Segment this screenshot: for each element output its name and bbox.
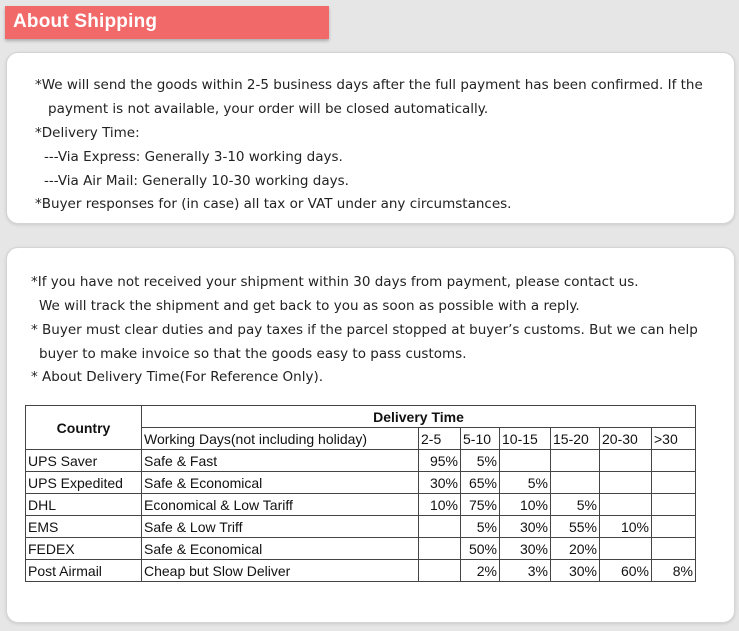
- description-cell: Safe & Economical: [142, 538, 419, 560]
- delivery-time-header: Delivery Time: [142, 406, 696, 428]
- country-cell: UPS Saver: [26, 450, 142, 472]
- value-cell: [652, 472, 696, 494]
- value-cell: [600, 494, 652, 516]
- column-header: 20-30: [600, 428, 652, 450]
- value-cell: 30%: [551, 560, 600, 582]
- value-cell: [419, 560, 461, 582]
- delivery-info-panel: [6, 247, 735, 623]
- info-line: We will track the shipment and get back to you as soon as possible with a reply.: [39, 298, 580, 314]
- value-cell: 30%: [500, 516, 551, 538]
- table-row: [26, 494, 696, 516]
- table-row: [26, 538, 696, 560]
- info-line: * Buyer must clear duties and pay taxes if the parcel stopped at buyer’s customs. But we can help: [31, 322, 698, 338]
- column-header: >30: [652, 428, 696, 450]
- description-cell: Safe & Fast: [142, 450, 419, 472]
- value-cell: 60%: [600, 560, 652, 582]
- info-line: ---Via Air Mail: Generally 10-30 working days.: [44, 173, 349, 189]
- value-cell: [652, 494, 696, 516]
- country-header: Country: [26, 406, 142, 450]
- description-cell: Safe & Economical: [142, 472, 419, 494]
- value-cell: [500, 450, 551, 472]
- value-cell: [652, 538, 696, 560]
- description-cell: Cheap but Slow Deliver: [142, 560, 419, 582]
- value-cell: [551, 450, 600, 472]
- value-cell: 20%: [551, 538, 600, 560]
- value-cell: 75%: [461, 494, 500, 516]
- value-cell: 10%: [419, 494, 461, 516]
- info-line: *We will send the goods within 2-5 business days after the full payment has been confirmed. If the: [35, 77, 703, 93]
- value-cell: 5%: [461, 450, 500, 472]
- value-cell: 55%: [551, 516, 600, 538]
- info-line: buyer to make invoice so that the goods easy to pass customs.: [39, 346, 467, 362]
- table-row: [26, 560, 696, 582]
- value-cell: 10%: [500, 494, 551, 516]
- column-header: 10-15: [500, 428, 551, 450]
- value-cell: 65%: [461, 472, 500, 494]
- value-cell: 2%: [461, 560, 500, 582]
- description-cell: Economical & Low Tariff: [142, 494, 419, 516]
- info-line: ---Via Express: Generally 3-10 working days.: [44, 149, 343, 165]
- info-line: * About Delivery Time(For Reference Only).: [31, 369, 324, 385]
- value-cell: [600, 450, 652, 472]
- table-row: [26, 472, 696, 494]
- column-header: 5-10: [461, 428, 500, 450]
- country-cell: UPS Expedited: [26, 472, 142, 494]
- section-title: About Shipping: [13, 11, 158, 32]
- value-cell: 5%: [551, 494, 600, 516]
- column-header: 15-20: [551, 428, 600, 450]
- value-cell: [652, 516, 696, 538]
- value-cell: 8%: [652, 560, 696, 582]
- delivery-time-table: [25, 405, 696, 582]
- section-header: [5, 6, 329, 39]
- column-header: 2-5: [419, 428, 461, 450]
- country-cell: Post Airmail: [26, 560, 142, 582]
- value-cell: [419, 516, 461, 538]
- table-header-row: [26, 406, 696, 428]
- value-cell: 10%: [600, 516, 652, 538]
- value-cell: 3%: [500, 560, 551, 582]
- info-line: *If you have not received your shipment within 30 days from payment, please contact us.: [31, 274, 639, 290]
- info-line: *Delivery Time:: [35, 125, 140, 141]
- country-cell: FEDEX: [26, 538, 142, 560]
- value-cell: 30%: [419, 472, 461, 494]
- value-cell: [600, 472, 652, 494]
- table-row: [26, 516, 696, 538]
- table-row: [26, 450, 696, 472]
- value-cell: [652, 450, 696, 472]
- info-line: payment is not available, your order will be closed automatically.: [48, 101, 489, 117]
- value-cell: [419, 538, 461, 560]
- value-cell: [551, 472, 600, 494]
- value-cell: 50%: [461, 538, 500, 560]
- column-header: Working Days(not including holiday): [142, 428, 419, 450]
- info-line: *Buyer responses for (in case) all tax or VAT under any circumstances.: [35, 196, 512, 212]
- description-cell: Safe & Low Triff: [142, 516, 419, 538]
- value-cell: 95%: [419, 450, 461, 472]
- value-cell: 30%: [500, 538, 551, 560]
- country-cell: EMS: [26, 516, 142, 538]
- country-cell: DHL: [26, 494, 142, 516]
- value-cell: [600, 538, 652, 560]
- shipping-info-panel: [6, 52, 735, 224]
- value-cell: 5%: [461, 516, 500, 538]
- value-cell: 5%: [500, 472, 551, 494]
